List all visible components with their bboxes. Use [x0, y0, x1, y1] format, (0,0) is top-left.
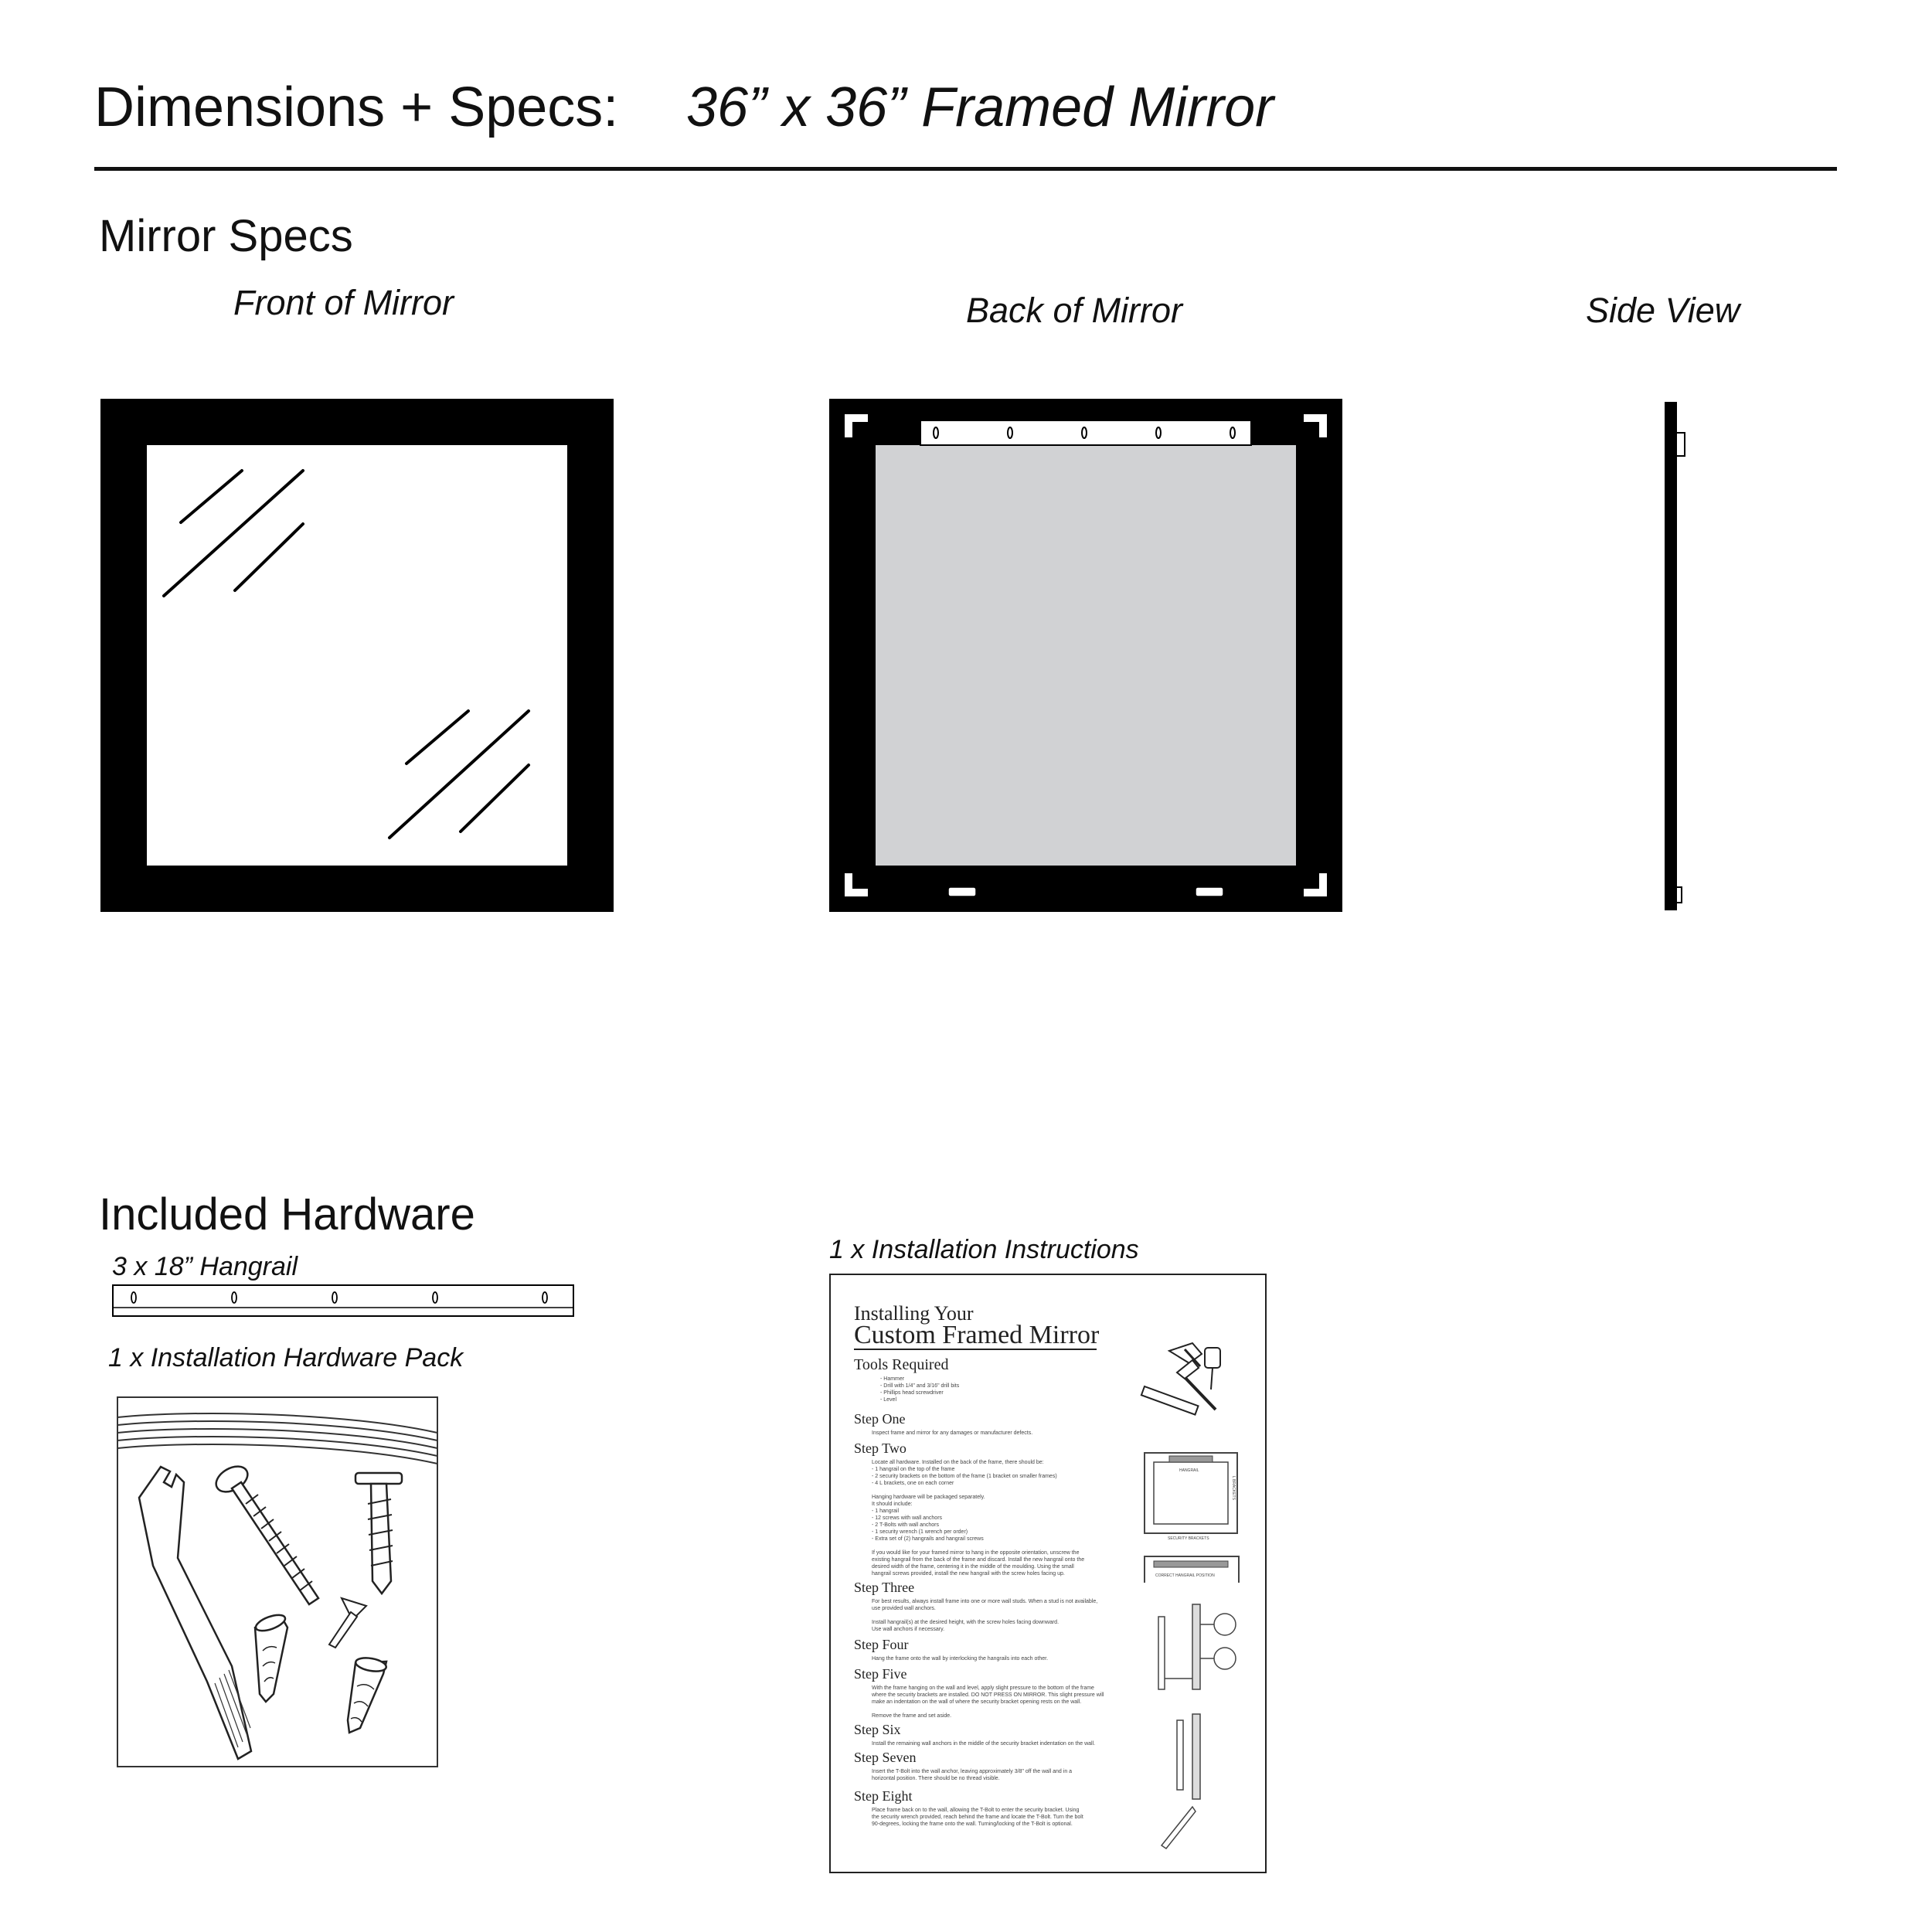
doc-step-five-line: make an indentation on the wall of where the security bracket opening rests on the wall. [872, 1699, 1082, 1705]
page-title: Dimensions + Specs: [94, 77, 619, 138]
doc-step-three-line: For best results, always install frame into one or more wall studs. When a stud is not available, [872, 1599, 1098, 1604]
front-mirror-illustration [100, 399, 614, 912]
doc-tools-line: - Hammer [880, 1376, 905, 1382]
doc-title-line1: Installing Your [854, 1302, 974, 1325]
doc-step-four: Step Four [854, 1637, 909, 1652]
doc-step-eight-line: the security wrench provided, reach behind the frame and locate the T-Bolt. Turn the bolt [872, 1815, 1083, 1820]
doc-step-two-line: - Extra set of (2) hangrails and hangrail screws [872, 1536, 984, 1542]
doc-step-two: Step Two [854, 1440, 906, 1456]
doc-step-two-line: - 12 screws with wall anchors [872, 1515, 943, 1521]
included-hardware-heading: Included Hardware [99, 1189, 475, 1240]
doc-step-one: Step One [854, 1411, 906, 1427]
hangrail-label: 3 x 18” Hangrail [112, 1252, 298, 1281]
doc-step-two-line: Locate all hardware. Installed on the back of the frame, there should be: [872, 1460, 1044, 1465]
side-view-label: Side View [1586, 291, 1740, 330]
doc-title-line2: Custom Framed Mirror [854, 1321, 1100, 1349]
side-view-illustration [1662, 399, 1692, 912]
hardware-pack-illustration [116, 1396, 440, 1770]
doc-step-eight-line: Place frame back on to the wall, allowing the T-Bolt to enter the security bracket. Using [872, 1808, 1080, 1813]
doc-step-five-line: With the frame hanging on the wall and level, apply slight pressure to the bottom of the frame [872, 1685, 1094, 1691]
doc-step-two-line: - 1 hangrail [872, 1509, 900, 1514]
doc-step-two-line: desired width of the frame, centering it in the middle of the moulding. Using the small [872, 1564, 1074, 1570]
doc-step-two-line: - 2 T-Bolts with wall anchors [872, 1522, 940, 1528]
doc-step-three-line: use provided wall anchors. [872, 1606, 936, 1611]
doc-step-four-text: Hang the frame onto the wall by interlocking the hangrails into each other. [872, 1656, 1049, 1662]
doc-step-seven: Step Seven [854, 1750, 917, 1765]
doc-step-three-line: Use wall anchors if necessary. [872, 1627, 945, 1632]
frame-back-diagram [1145, 1453, 1237, 1541]
doc-step-two-line: Hanging hardware will be packaged separately. [872, 1495, 985, 1500]
hangrail-illustration [112, 1284, 576, 1320]
doc-step-eight-text [872, 1808, 1083, 1827]
product-title: 36” x 36” Framed Mirror [686, 77, 1274, 138]
doc-step-two-line: If you would like for your framed mirror to hang in the opposite orientation, unscrew the [872, 1550, 1080, 1556]
doc-step-three-line: Install hangrail(s) at the desired height, with the screw holes facing downward. [872, 1620, 1060, 1625]
doc-step-seven-line: Insert the T-Bolt into the wall anchor, leaving approximately 3/8" off the wall and in a [872, 1769, 1073, 1774]
doc-tools-line: - Level [880, 1397, 897, 1403]
doc-tools-line: - Drill with 1/4" and 3/16" drill bits [880, 1383, 960, 1389]
diagram-correct-label: CORRECT HANGRAIL POSITION [1155, 1573, 1215, 1578]
installation-instructions-label: 1 x Installation Instructions [829, 1235, 1139, 1264]
doc-step-two-line: existing hangrail from the back of the frame and discard. Install the new hangrail onto the [872, 1557, 1085, 1563]
doc-step-five: Step Five [854, 1666, 907, 1682]
diagram-hangrail-label: HANGRAIL [1179, 1468, 1199, 1473]
back-of-mirror-label: Back of Mirror [966, 291, 1183, 330]
doc-step-six-text: Install the remaining wall anchors in the middle of the security bracket indentation on the wall. [872, 1741, 1096, 1747]
doc-step-six: Step Six [854, 1722, 901, 1737]
doc-step-two-line: - 2 security brackets on the bottom of the frame (1 bracket on smaller frames) [872, 1474, 1057, 1479]
header-divider [94, 167, 1837, 171]
doc-tools-heading: Tools Required [854, 1356, 949, 1373]
doc-step-two-line: - 4 L brackets, one on each corner [872, 1481, 954, 1486]
installation-instructions-document [829, 1274, 1268, 1875]
doc-step-eight-line: 90-degrees, locking the frame onto the wall. Turning/locking of the T-Bolt is optional. [872, 1821, 1073, 1827]
mirror-specs-heading: Mirror Specs [99, 211, 353, 261]
doc-step-eight: Step Eight [854, 1788, 913, 1804]
doc-step-two-line: It should include: [872, 1502, 913, 1507]
doc-step-two-line: - 1 security wrench (1 wrench per order) [872, 1529, 968, 1535]
doc-step-two-line: hangrail screws provided, install the new hangrail with the screw holes facing up. [872, 1571, 1065, 1577]
doc-step-three: Step Three [854, 1580, 915, 1595]
back-mirror-illustration [829, 399, 1342, 912]
diagram-brackets-label: L BRACKETS [1231, 1476, 1236, 1500]
doc-step-five-line: where the security brackets are installed. DO NOT PRESS ON MIRROR. This slight pressure will [872, 1692, 1104, 1698]
doc-step-one-text: Inspect frame and mirror for any damages or manufacturer defects. [872, 1430, 1033, 1436]
hardware-pack-label: 1 x Installation Hardware Pack [108, 1343, 464, 1372]
doc-step-seven-line: horizontal position. There should be no thread visible. [872, 1776, 1000, 1781]
doc-tools-line: - Phillips head screwdriver [880, 1390, 944, 1396]
front-of-mirror-label: Front of Mirror [233, 283, 454, 322]
doc-step-five-line: Remove the frame and set aside. [872, 1713, 952, 1719]
diagram-security-label: SECURITY BRACKETS [1168, 1536, 1209, 1541]
doc-step-two-line: - 1 hangrail on the top of the frame [872, 1467, 955, 1472]
